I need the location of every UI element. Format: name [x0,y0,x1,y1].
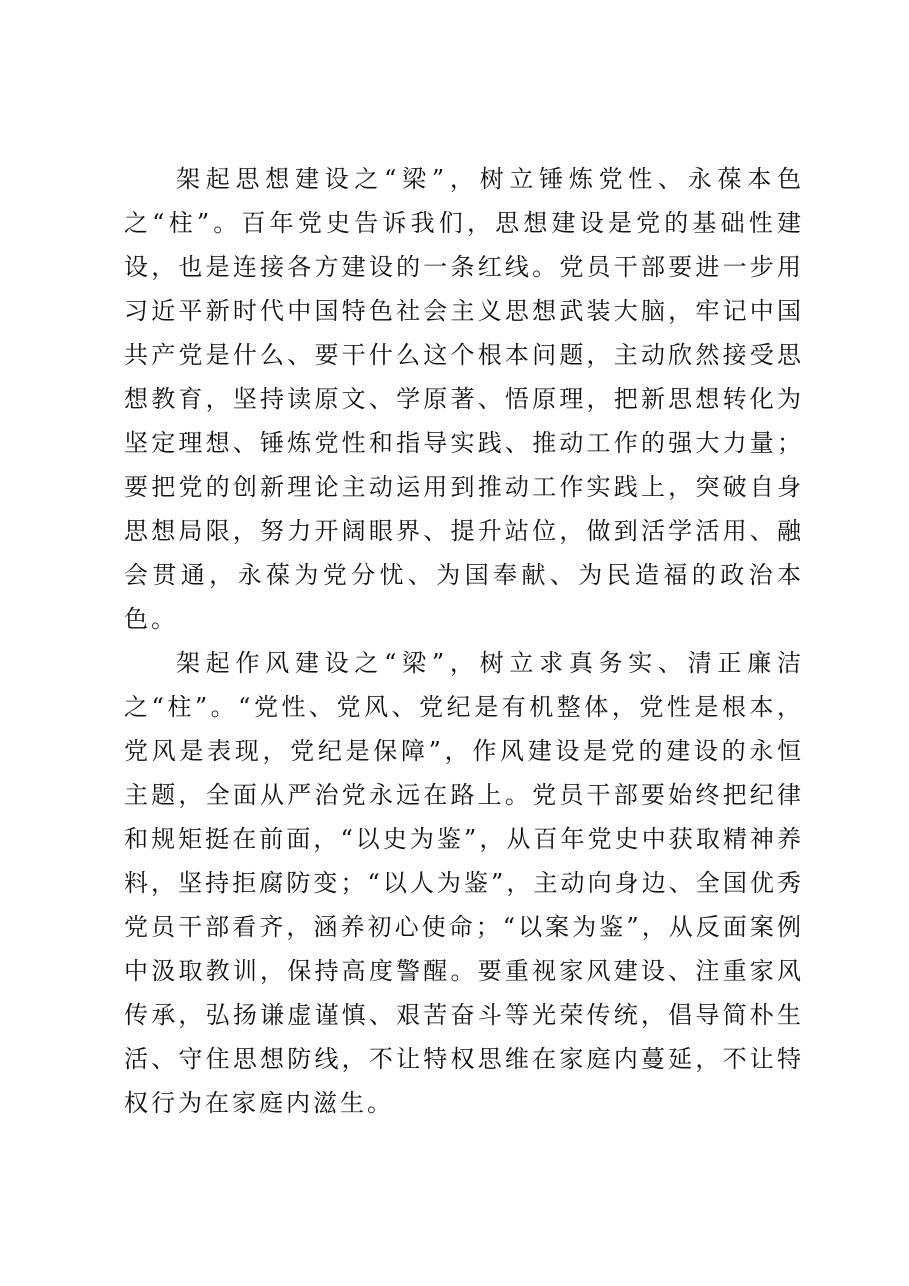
document-page [124,157,804,1125]
paragraph-work-style-building: 架起作风建设之“梁”，树立求真务实、清正廉洁之“柱”。“党性、党风、党纪是有机整体，党性是根本，党风是表现，党纪是保障”，作风建设是党的建设的永恒主题，全面从严治党永远在路上。党员干部要始终把纪律和规矩挺在前面，“以史为鉴”，从百年党史中获取精神养料，坚持拒腐防变；“以人为鉴”，主动向身边、全国优秀党员干部看齐，涵养初心使命；“以案为鉴”，从反面案例中汲取教训，保持高度警醒。要重视家风建设、注重家风传承，弘扬谦虚谨慎、艰苦奋斗等光荣传统，倡导简朴生活、守住思想防线，不让特权思维在家庭内蔓延，不让特权行为在家庭内滋生。 [124,649,804,1117]
paragraph-ideological-building: 架起思想建设之“梁”，树立锤炼党性、永葆本色之“柱”。百年党史告诉我们，思想建设是党的基础性建设，也是连接各方建设的一条红线。党员干部要进一步用习近平新时代中国特色社会主义思想武装大脑，牢记中国共产党是什么、要干什么这个根本问题，主动欣然接受思想教育，坚持读原文、学原著、悟原理，把新思想转化为坚定理想、锤炼党性和指导实践、推动工作的强大力量；要把党的创新理论主动运用到推动工作实践上，突破自身思想局限，努力开阔眼界、提升站位，做到活学活用、融会贯通，永葆为党分忧、为国奉献、为民造福的政治本色。 [124,165,804,633]
